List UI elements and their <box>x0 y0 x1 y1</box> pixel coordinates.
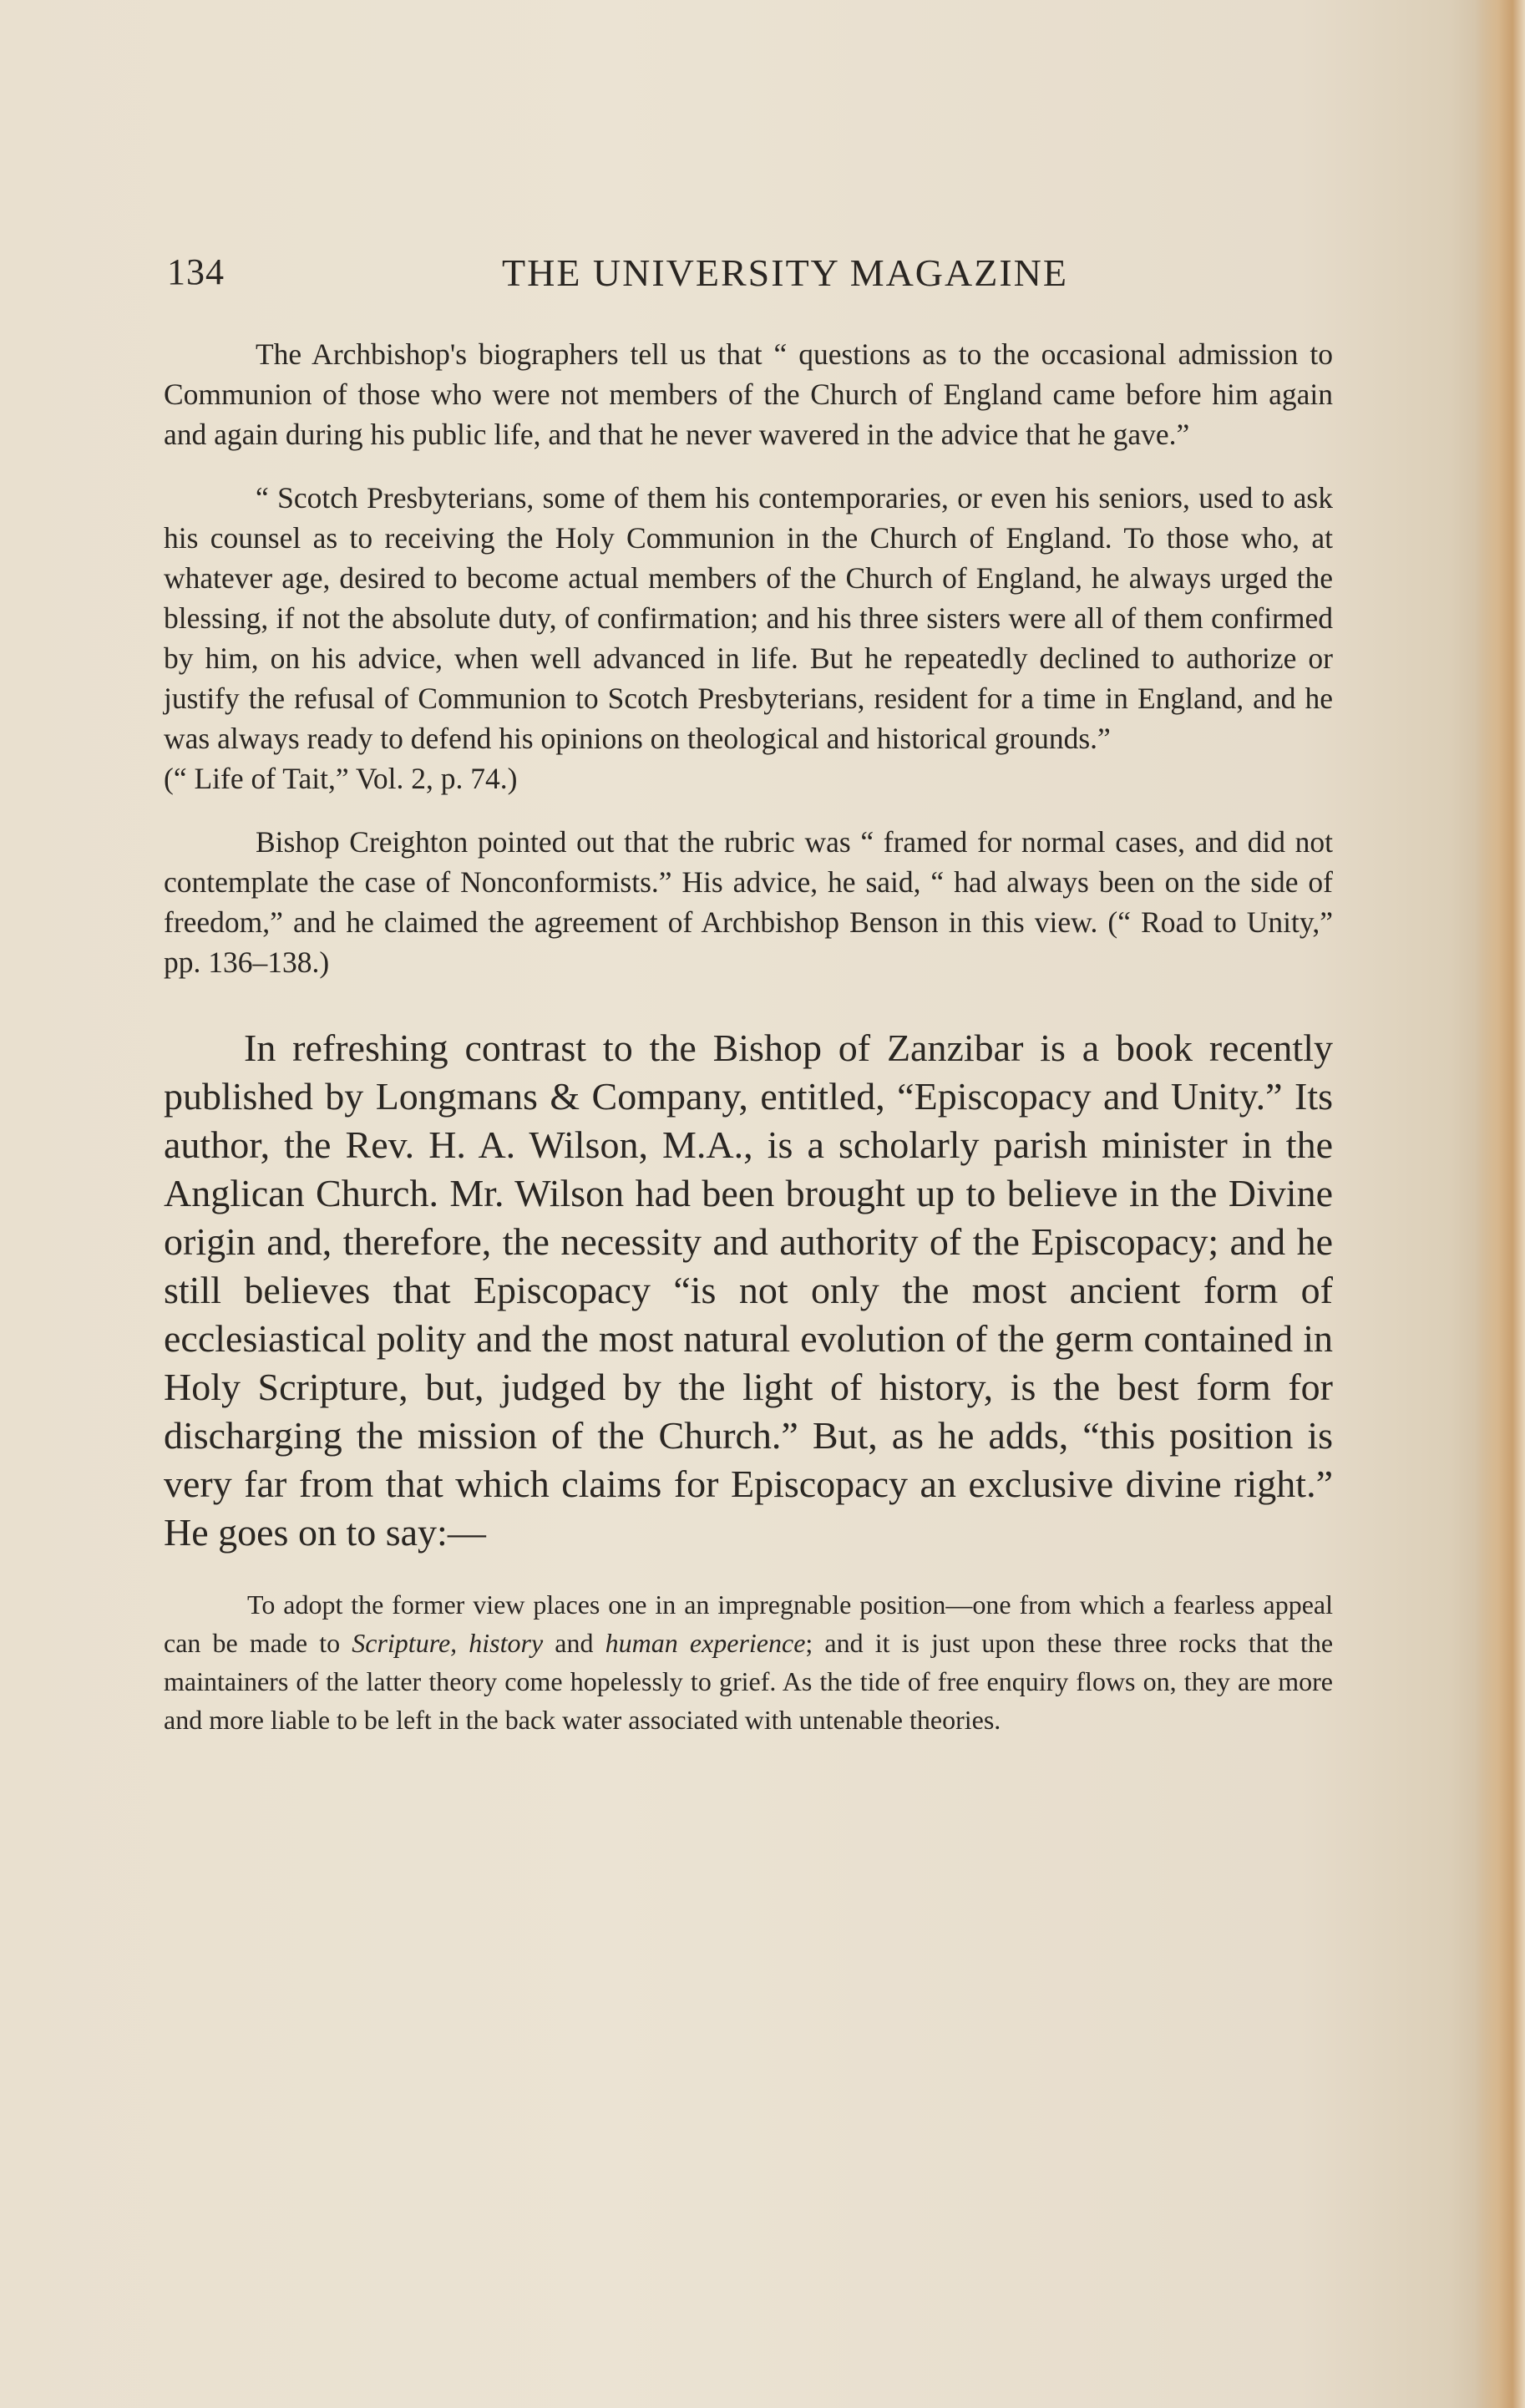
quote-text: “ Scotch Presbyterians, some of them his contemporaries, or even his seniors, used to ask his counsel as to receiving the Holy Communion in the Church of England. To those who, at whatever age, desired to become actual members of the Church of England, he always urged the blessing, if not the absolute duty, of confirmation; and his three sisters were all of them confirmed by him, on his advice, when well advanced in life. But he repeatedly declined to authorize or justify the refusal of Communion to Scotch Presbyterians, resident for a time in England, and he was always ready to defend his opinions on theological and historical grounds.” <box>164 481 1333 755</box>
page-header <box>167 251 1345 309</box>
quote-citation: (“ Life of Tait,” Vol. 2, p. 74.) <box>164 762 518 795</box>
block-quote-emphasis-experience: human experience <box>605 1628 806 1658</box>
page-edge-shadow <box>1475 0 1525 2408</box>
page-number: 134 <box>167 251 225 292</box>
running-title: THE UNIVERSITY MAGAZINE <box>502 251 1068 294</box>
page-body <box>164 334 1333 1739</box>
paragraph-creighton: Bishop Creighton pointed out that the rubric was “ framed for normal cases, and did not contemplate the case of Nonconformists.” His advice, he said, “ had always been on the side of freedom,” and he claimed the agreement of Archbishop Benson in this view. (“ Road to Unity,” pp. 136–138.) <box>164 825 1333 979</box>
paragraph-biographers: The Archbishop's biographers tell us that “ questions as to the occasional admission to Communion of those who were not members of the Church of England came before him again and again during his public life, and that he never wavered in the advice that he gave.” <box>164 337 1333 451</box>
quote-scotch-presbyterians <box>164 478 1333 798</box>
block-quote-emphasis-scripture: Scripture, history <box>352 1628 544 1658</box>
block-quote-text-3: ; and it is just upon these three rocks that the maintainers of the latter theory come hopelessly to grief. As the tide of free enquiry flows on, they are more and more liable to be left in the back water associated with untenable theories. <box>164 1628 1334 1735</box>
block-quote-text-1: To adopt the former view places one in an impregnable position—one from which a fearless appeal can be made to <box>164 1589 1333 1658</box>
paragraph-wilson: In refreshing contrast to the Bishop of Zanzibar is a book recently published by Longmans & Company, entitled, “Episcopacy and Unity.” Its author, the Rev. H. A. Wilson, M.A., is a scholarly parish minister in the Anglican Church. Mr. Wilson had been brought up to believe in the Divine origin and, therefore, the necessity and authority of the Episcopacy; and he still believes that Episcopacy “is not only the most ancient form of ecclesiastical polity and the most natural evolution of the germ contained in Holy Scripture, but, judged by the light of history, is the best form for discharging the mission of the Church.” But, as he adds, “this position is very far from that which claims for Episcopacy an exclusive divine right.” He goes on to say:— <box>164 1027 1333 1554</box>
block-quote-text-2: and <box>543 1628 605 1658</box>
block-quote-wilson <box>164 1585 1333 1739</box>
